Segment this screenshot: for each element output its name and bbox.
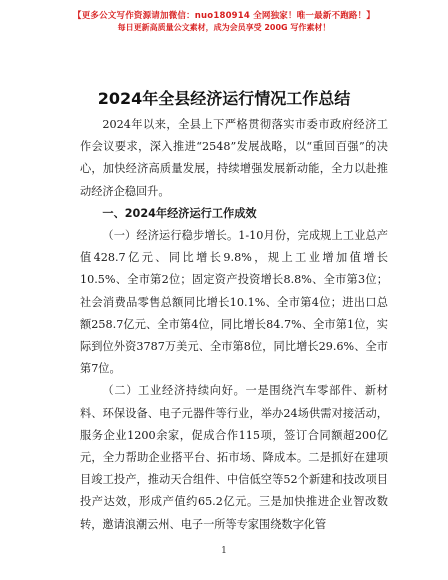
document-title: 2024年全县经济运行情况工作总结 [97, 89, 351, 108]
document-body [80, 114, 388, 536]
intro-paragraph: 2024年以来，全县上下严格贯彻落实市委市政府经济工作会议要求，深入推进“2548”发展战略，以“重回百强”的决心，加快经济高质量发展，持续增强发展新动能，全力以赴推动经济企稳回升。 [80, 118, 388, 198]
section-heading: 一、2024年经济运行工作成效 [102, 206, 257, 220]
industry-paragraph: （二）工业经济持续向好。一是围绕汽车零部件、新材料、环保设备、电子元器件等行业，举办24场供需对接活动，服务企业1200余家，促成合作115项，签订合同额超200亿元，全力帮助企业搭平台、拓市场、降成本。二是抓好在建项目竣工投产，推动天合组件、中信低空等52个新建和技改项目投产达效，形成产值约65.2亿元。三是加快推进企业智改数转，邀请浪潮云州、电子一所等专家围绕数字化管 [80, 384, 388, 531]
promo-banner-line1: 【更多公文写作资源请加微信：nuo180914 全网独家！唯一最新不跑路！】 [73, 11, 375, 21]
economy-paragraph: （一）经济运行稳步增长。1-10月份，完成规上工业总产值428.7亿元、同比增长9.8%，规上工业增加值增长10.5%、全市第2位；固定资产投资增长8.8%、全市第3位；社会消费品零售总额同比增长10.1%、全市第4位；进出口总额258.7亿元、全市第4位，同比增长84.7%、全市第1位，实际到位外资3787万美元、全市第8位，同比增长29.6%、全市第7位。 [80, 229, 388, 376]
promo-banner-line2: 每日更新高质量公文素材，成为会员享受 200G 写作素材！ [117, 23, 331, 32]
page-number: 1 [221, 546, 227, 556]
